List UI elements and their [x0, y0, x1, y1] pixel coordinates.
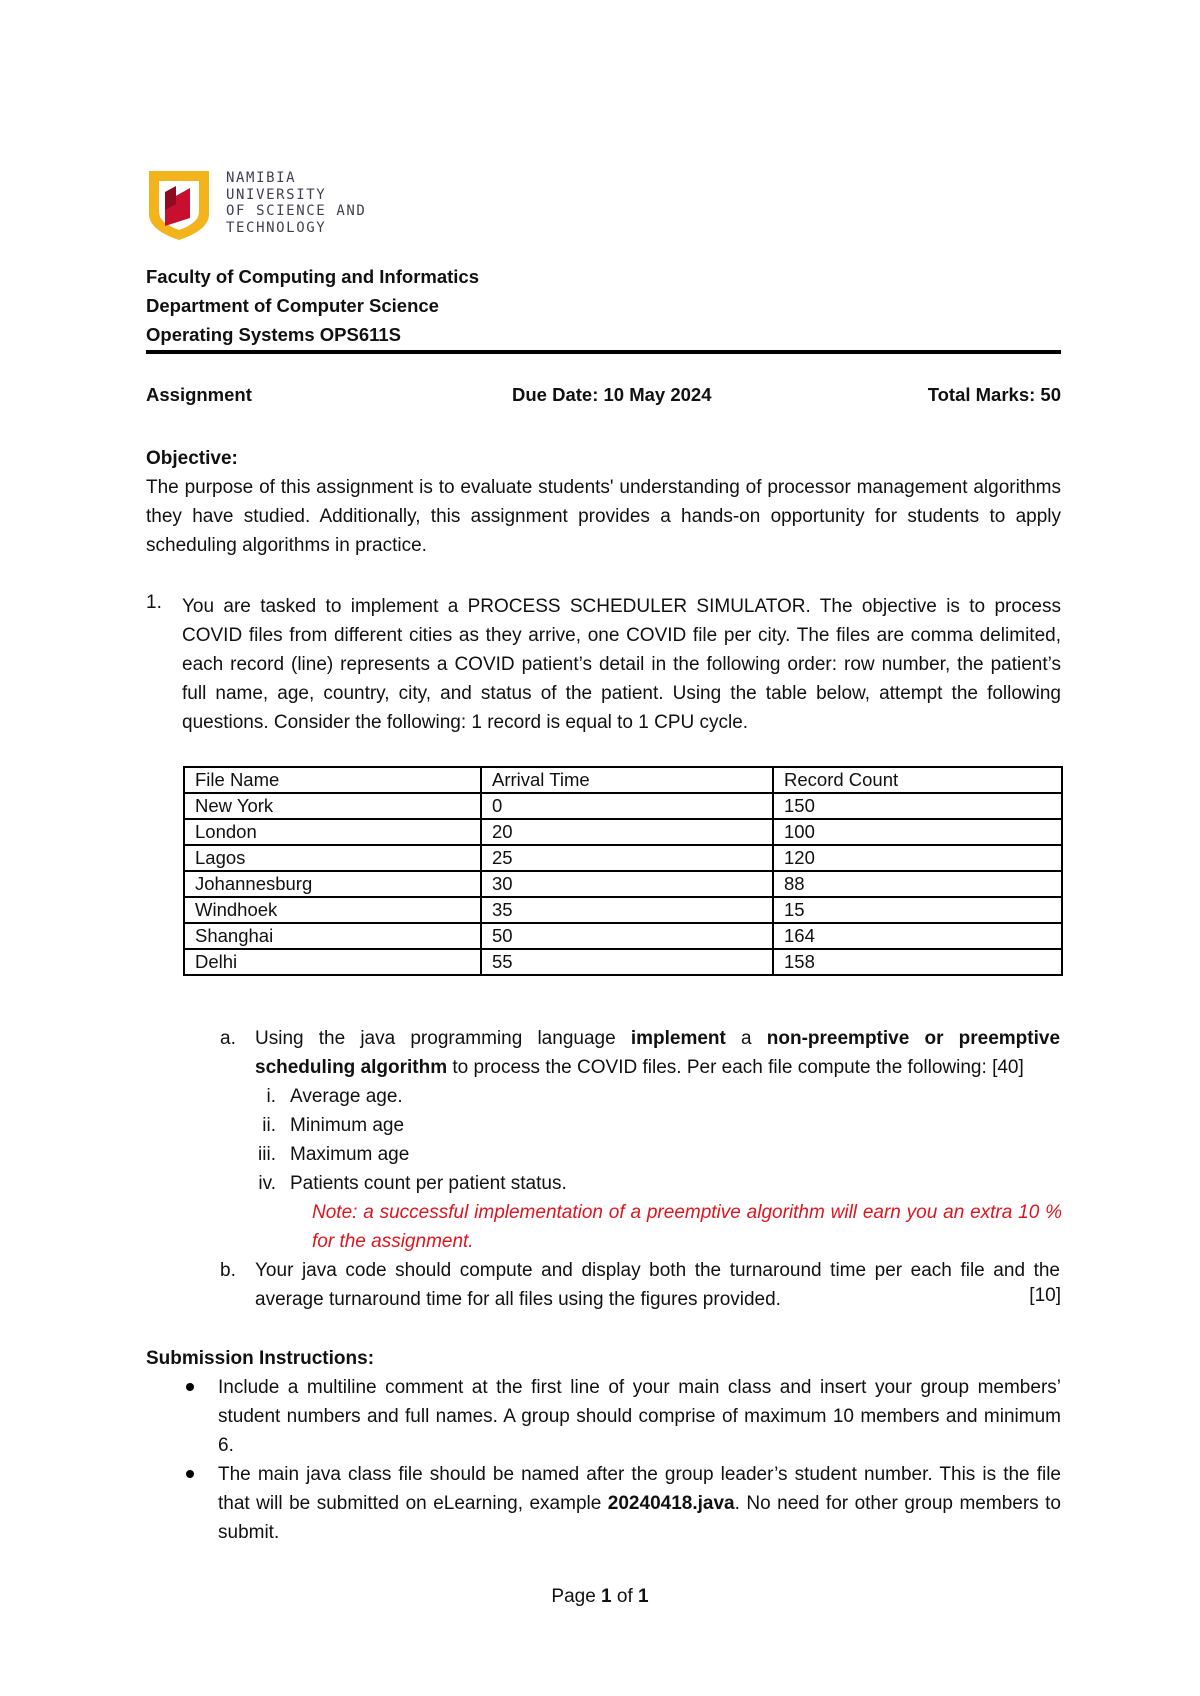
sub-item [266, 1082, 403, 1111]
logo-line: OF SCIENCE AND [226, 203, 367, 219]
footer-current-page: 1 [601, 1586, 612, 1607]
table-cell: 150 [773, 793, 1062, 819]
part-a-text-segment: to process the COVID files. Per each file compute the following: [447, 1057, 993, 1078]
table-row [184, 845, 1062, 871]
bullet-text-segment: . No need for other group members to submit. [218, 1493, 1061, 1543]
table-row [184, 923, 1062, 949]
objective-heading: Objective: [146, 448, 238, 469]
sub-item [258, 1169, 567, 1198]
table-row [184, 871, 1062, 897]
bullet-text [218, 1460, 1061, 1547]
bullet-icon [186, 1383, 194, 1391]
table-header-cell: Arrival Time [481, 767, 773, 793]
table-cell: Johannesburg [184, 871, 481, 897]
preemptive-bonus-note: Note: a successful implementation of a preemptive algorithm will earn you an extra 10 % for the assignment. [312, 1202, 1062, 1252]
part-a-text-segment: a [725, 1028, 767, 1049]
part-b-text: Your java code should compute and display both the turnaround time per each file and the average turnaround time for all files using the figures provided. [255, 1260, 1060, 1310]
logo-line: TECHNOLOGY [226, 219, 327, 236]
due-date: Due Date: 10 May 2024 [512, 384, 712, 405]
sub-item [258, 1140, 410, 1169]
sub-item-number: ii. [262, 1115, 276, 1136]
table-header-row [184, 767, 1062, 793]
table-cell: 35 [481, 897, 773, 923]
assignment-label: Assignment [146, 384, 252, 405]
table-cell: 100 [773, 819, 1062, 845]
table-cell: Delhi [184, 949, 481, 975]
sub-item-text: Minimum age [290, 1115, 405, 1136]
table-cell: 164 [773, 923, 1062, 949]
objective-text: The purpose of this assignment is to evaluate students' understanding of processor management algorithms they have studied. Additionally, this assignment provides a hands-on opportunity for students to apply scheduling algorithms in practice. [146, 477, 1061, 556]
table-cell: 120 [773, 845, 1062, 871]
sub-item-text: Patients count per patient status. [290, 1173, 567, 1194]
table-row [184, 793, 1062, 819]
document-header [146, 262, 479, 349]
table-cell: 158 [773, 949, 1062, 975]
part-a-label: a. [220, 1028, 236, 1049]
total-marks: Total Marks: 50 [927, 384, 1061, 405]
table-cell: Windhoek [184, 897, 481, 923]
table-header-cell: File Name [184, 767, 481, 793]
table-cell: 55 [481, 949, 773, 975]
table-cell: 50 [481, 923, 773, 949]
part-a-marks: [40] [992, 1057, 1024, 1078]
table-cell: London [184, 819, 481, 845]
university-logo [146, 168, 366, 242]
table-row [184, 897, 1062, 923]
sub-item-number: iii. [258, 1144, 276, 1165]
table-cell: New York [184, 793, 481, 819]
table-cell: 25 [481, 845, 773, 871]
part-b-marks: [10] [1029, 1285, 1061, 1306]
part-a-text-segment: Using the java programming language [255, 1028, 631, 1049]
question-number: 1. [146, 592, 162, 613]
header-divider [146, 350, 1061, 354]
table-cell: 20 [481, 819, 773, 845]
footer-page-label: Page [551, 1586, 602, 1607]
example-filename: 20240418.java [607, 1493, 735, 1514]
logo-line: UNIVERSITY [226, 186, 327, 203]
table-row [184, 819, 1062, 845]
part-a-bold-implement: implement [630, 1028, 726, 1049]
faculty-name: Faculty of Computing and Informatics [146, 266, 480, 287]
bullet-text-segment: The main java class file should be named after the group leader’s student number. This is the file that will be submitted on eLearning, example [218, 1464, 1061, 1514]
footer-of-label: of [611, 1586, 639, 1607]
course-name: Operating Systems OPS611S [146, 324, 402, 345]
bullet-icon [186, 1470, 194, 1478]
table-row [184, 949, 1062, 975]
table-cell: 30 [481, 871, 773, 897]
submission-heading: Submission Instructions: [146, 1348, 375, 1369]
bullet-text: Include a multiline comment at the first line of your main class and insert your group members’ student numbers and full names. A group should comprise of maximum 10 members and minimum 6. [218, 1377, 1061, 1456]
sub-item-number: iv. [258, 1173, 276, 1194]
table-cell: 15 [773, 897, 1062, 923]
footer-total-pages: 1 [638, 1586, 649, 1607]
logo-wordmark [226, 170, 366, 236]
table-cell: Shanghai [184, 923, 481, 949]
sub-item-text: Maximum age [290, 1144, 410, 1165]
part-a-bold-algorithm: non-preemptive or preemptive scheduling algorithm [255, 1028, 1061, 1078]
sub-item [262, 1111, 405, 1140]
table-cell: 88 [773, 871, 1062, 897]
table-cell: 0 [481, 793, 773, 819]
part-b-label: b. [220, 1260, 236, 1281]
part-a-text [255, 1024, 1060, 1082]
page-footer [0, 1586, 1200, 1608]
shield-icon [146, 168, 212, 242]
covid-files-table [183, 766, 1063, 976]
department-name: Department of Computer Science [146, 295, 439, 316]
table-header-cell: Record Count [773, 767, 1062, 793]
sub-item-number: i. [266, 1086, 276, 1107]
sub-item-text: Average age. [290, 1086, 403, 1107]
question-text: You are tasked to implement a PROCESS SCHEDULER SIMULATOR. The objective is to process COVID files from different cities as they arrive, one COVID file per city. The files are comma delimited, each record (line) represents a COVID patient’s detail in the following order: row number, the patient’s full name, age, country, city, and status of the patient. Using the table below, attempt the following questions. Consider the following: 1 record is equal to 1 CPU cycle. [182, 596, 1061, 733]
logo-line: NAMIBIA [226, 170, 297, 186]
table-cell: Lagos [184, 845, 481, 871]
